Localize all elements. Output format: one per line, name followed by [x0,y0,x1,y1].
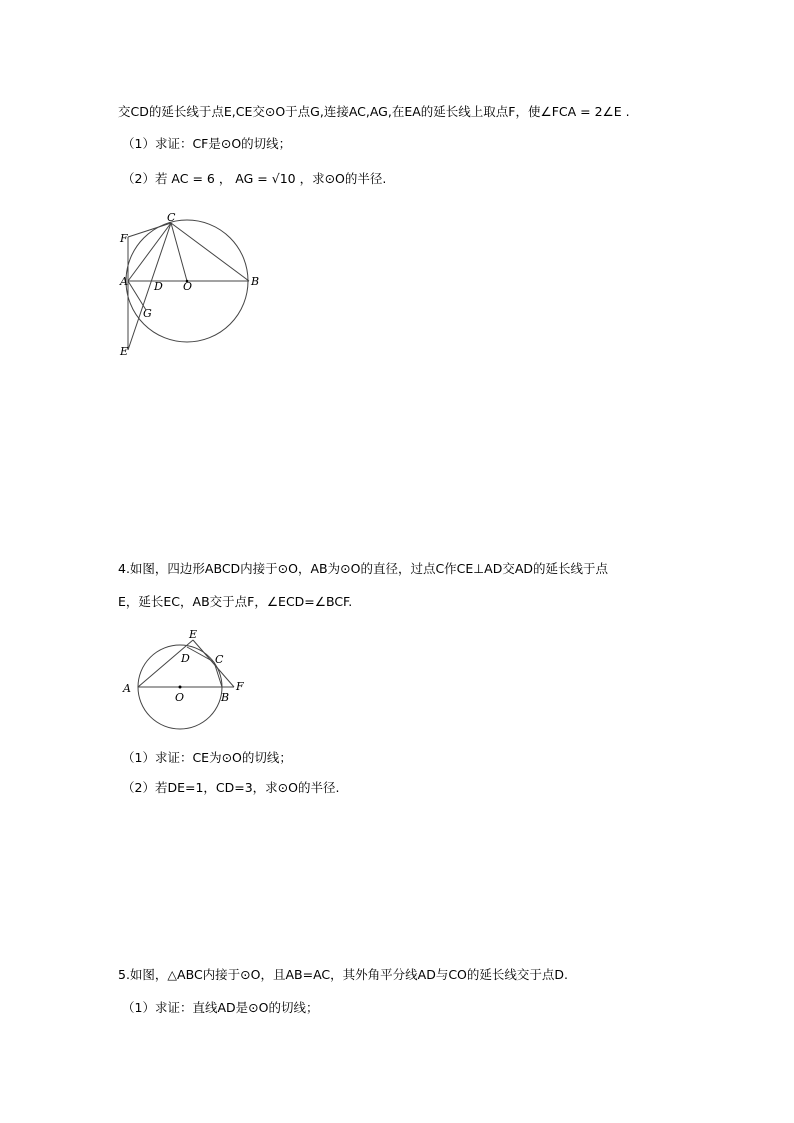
problem4-figure [118,622,258,734]
label-g: G [143,307,152,320]
label-d: D [181,652,190,665]
label-f: F [236,680,244,693]
label-b: B [251,275,260,288]
problem3-intro: 交CD的延长线于点E,CE交⊙O于点G,连接AC,AG,在EA的延长线上取点F，使∠FCA = 2∠E . [118,104,630,119]
line-ce [128,223,171,350]
label-a: A [120,275,128,288]
label-f: F [120,232,128,245]
problem4-question1: （1）求证：CE为⊙O的切线； [122,750,292,765]
label-e: E [189,628,198,641]
line-ef [193,640,234,687]
label-o: O [175,691,185,704]
problem3-question1: （1）求证：CF是⊙O的切线； [122,136,292,151]
line-fc [128,223,171,237]
label-c: C [215,653,224,666]
label-a: A [123,682,131,695]
problem4-line2: E，延长EC，AB交于点F，∠ECD=∠BCF. [118,594,353,609]
problem3-question2: （2）若 AC = 6 ， AG = √10 ，求⊙O的半径. [122,171,387,186]
label-d: D [154,280,163,293]
label-b: B [221,691,230,704]
label-o: O [183,280,193,293]
problem4-question2: （2）若DE=1，CD=3，求⊙O的半径. [122,780,340,795]
line-co [171,223,187,281]
line-cb [171,223,249,281]
problem3-figure [110,205,270,365]
label-c: C [167,211,176,224]
problem5-question1: （1）求证：直线AD是⊙O的切线； [122,1000,319,1015]
problem4-line1: 4.如图，四边形ABCD内接于⊙O，AB为⊙O的直径，过点C作CE⊥AD交AD的延长线于点 [118,561,609,576]
line-ac [128,223,171,281]
label-e: E [120,345,129,358]
problem5-line1: 5.如图，△ABC内接于⊙O，且AB=AC，其外角平分线AD与CO的延长线交于点D. [118,967,568,982]
point-o [179,686,182,689]
